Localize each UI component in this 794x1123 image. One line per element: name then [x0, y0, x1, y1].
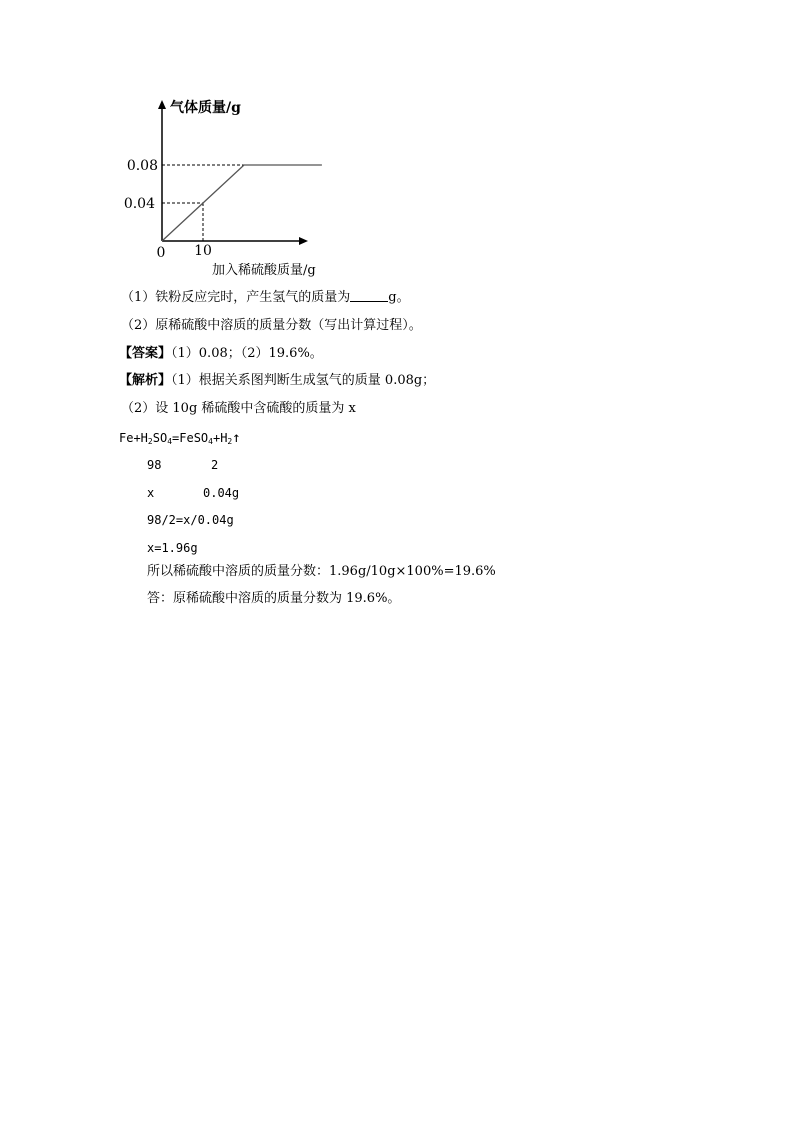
eq-part: SO	[152, 431, 168, 445]
ratio-row-1-left: 98	[147, 458, 162, 472]
conclusion-line: 所以稀硫酸中溶质的质量分数：1.96g/10g×100%=19.6%	[147, 564, 496, 579]
analysis-line	[119, 373, 435, 389]
question-1	[121, 289, 410, 306]
x-tick-label: 10	[194, 243, 212, 259]
answer-line	[119, 346, 323, 362]
chemical-equation	[119, 430, 241, 446]
gas-mass-chart	[110, 92, 330, 282]
y-axis-label: 气体质量/g	[170, 100, 241, 116]
chart-labels	[124, 99, 316, 278]
ratio-equation: 98/2=x/0.04g	[147, 513, 234, 527]
final-answer-line: 答：原稀硫酸中溶质的质量分数为 19.6%。	[147, 591, 401, 606]
answer-blank	[350, 289, 388, 302]
eq-part: +H	[212, 431, 228, 445]
analysis-step-2: （2）设 10g 稀硫酸中含硫酸的质量为 x	[121, 401, 356, 416]
x-axis-label: 加入稀硫酸质量/g	[212, 263, 316, 278]
x-axis-arrow	[299, 237, 308, 245]
y-tick-label: 0.08	[126, 158, 158, 174]
gas-arrow-icon: ↑	[232, 430, 241, 446]
ratio-row-1-right: 2	[211, 458, 219, 472]
eq-sub: 2	[227, 437, 233, 446]
series-line	[162, 165, 322, 241]
answer-tag: 【答案】	[119, 346, 172, 361]
ratio-row-2-right: 0.04g	[203, 486, 240, 500]
origin-label: 0	[156, 245, 166, 261]
eq-part: =FeSO	[172, 431, 209, 445]
question-2: （2）原稀硫酸中溶质的质量分数（写出计算过程）。	[121, 318, 422, 333]
question-1-unit: g。	[388, 290, 410, 305]
eq-sub: 2	[147, 437, 153, 446]
y-tick-label: 0.04	[123, 196, 155, 212]
eq-part: Fe+H	[119, 431, 148, 445]
chart-series	[162, 165, 322, 241]
question-1-text: （1）铁粉反应完时，产生氢气的质量为	[121, 290, 351, 305]
ratio-row-2-left: x	[147, 486, 155, 500]
eq-sub: 4	[167, 437, 173, 446]
analysis-text: （1）根据关系图判断生成氢气的质量 0.08g；	[171, 373, 436, 388]
y-axis-arrow	[158, 100, 166, 109]
result-line: x=1.96g	[147, 541, 198, 555]
analysis-tag: 【解析】	[119, 373, 172, 388]
answer-text: （1）0.08；（2）19.6%。	[171, 346, 323, 361]
eq-sub: 4	[208, 437, 213, 446]
